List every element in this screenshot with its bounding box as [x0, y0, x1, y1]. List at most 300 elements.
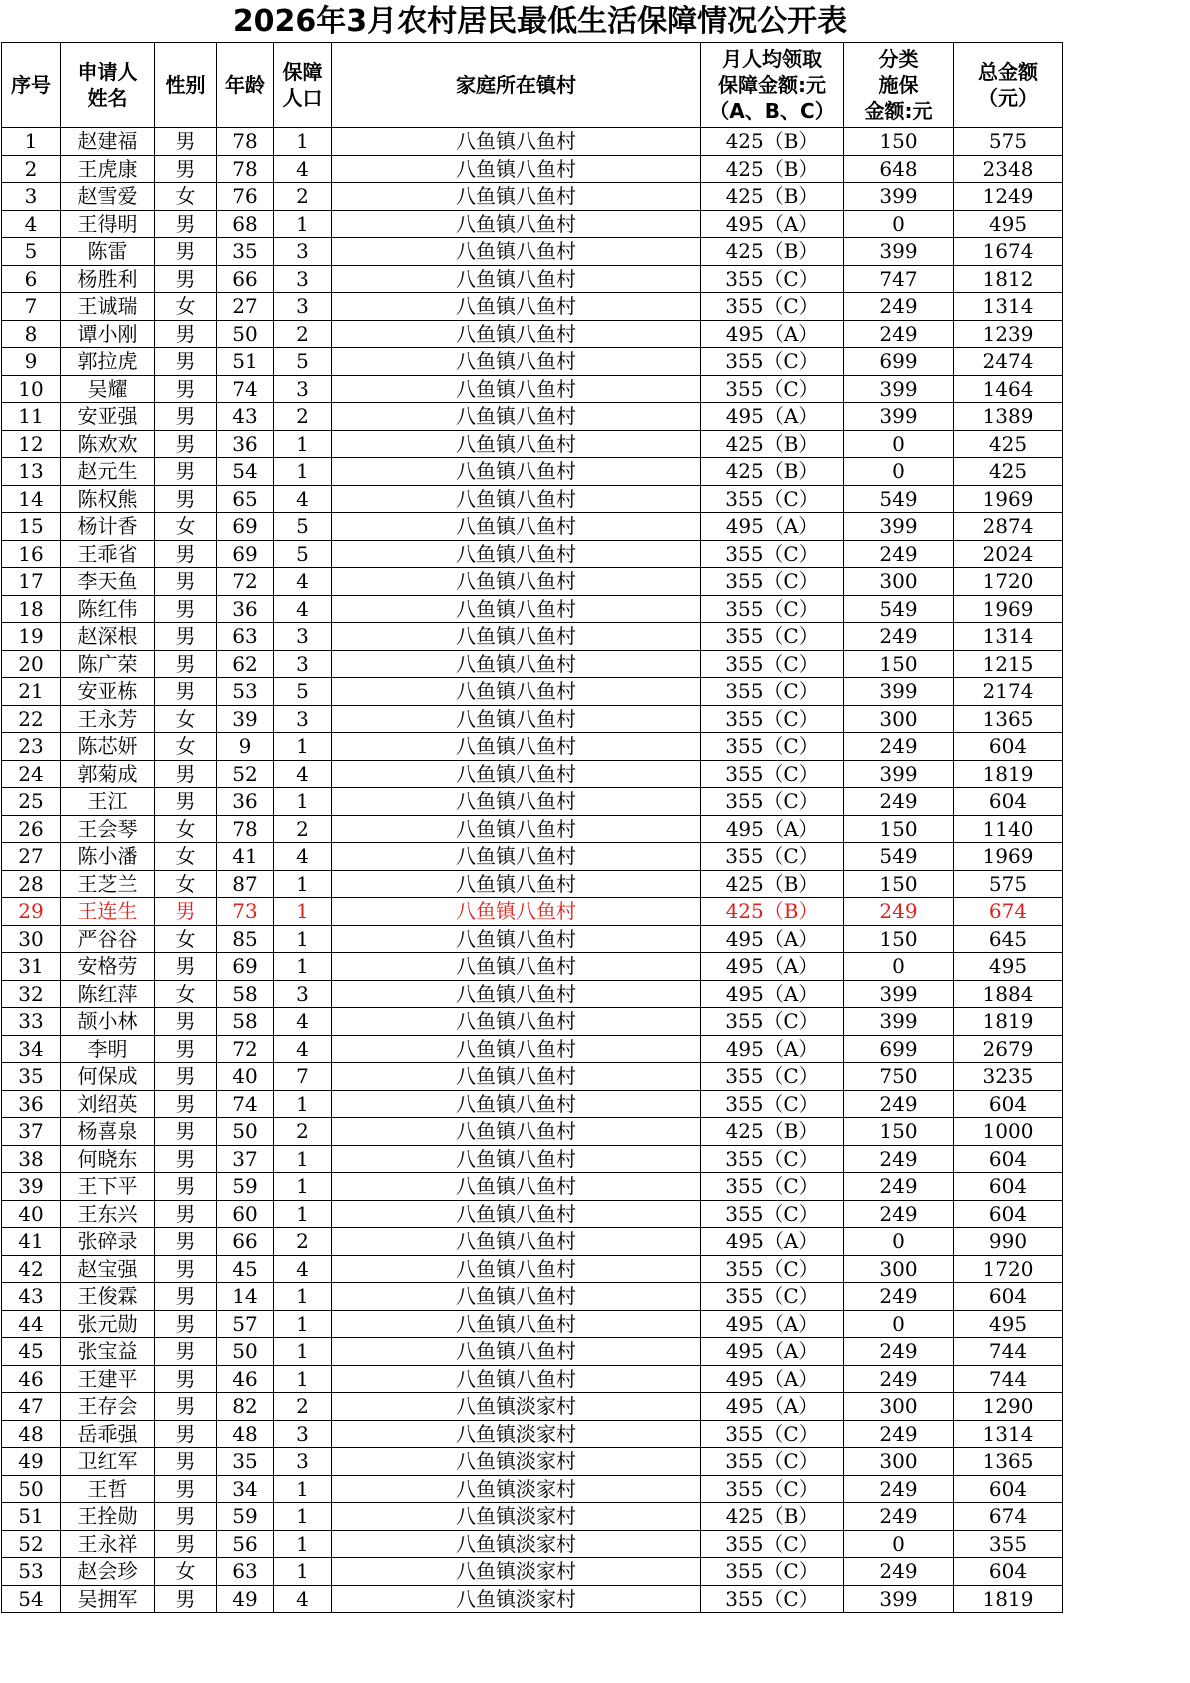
cell-people: 1	[274, 1503, 332, 1531]
cell-total: 1000	[954, 1118, 1063, 1146]
cell-age: 36	[217, 595, 274, 623]
cell-age: 66	[217, 265, 274, 293]
cell-no: 26	[2, 815, 61, 843]
cell-village: 八鱼镇八鱼村	[332, 980, 701, 1008]
cell-age: 50	[217, 320, 274, 348]
cell-monthly: 425（B）	[701, 1503, 844, 1531]
cell-total: 990	[954, 1228, 1063, 1256]
cell-classified: 399	[844, 1585, 954, 1613]
cell-total: 2024	[954, 540, 1063, 568]
cell-people: 1	[274, 210, 332, 238]
cell-gender: 男	[155, 898, 217, 926]
cell-no: 33	[2, 1008, 61, 1036]
cell-age: 63	[217, 623, 274, 651]
cell-no: 32	[2, 980, 61, 1008]
cell-age: 50	[217, 1338, 274, 1366]
cell-total: 744	[954, 1338, 1063, 1366]
cell-people: 1	[274, 1145, 332, 1173]
cell-no: 22	[2, 705, 61, 733]
cell-age: 53	[217, 678, 274, 706]
cell-monthly: 425（B）	[701, 1118, 844, 1146]
table-row	[2, 568, 1063, 596]
cell-village: 八鱼镇八鱼村	[332, 1035, 701, 1063]
cell-monthly: 425（B）	[701, 898, 844, 926]
cell-monthly: 495（A）	[701, 320, 844, 348]
cell-age: 37	[217, 1145, 274, 1173]
cell-monthly: 355（C）	[701, 1008, 844, 1036]
cell-total: 425	[954, 430, 1063, 458]
cell-village: 八鱼镇八鱼村	[332, 870, 701, 898]
cell-monthly: 355（C）	[701, 623, 844, 651]
cell-monthly: 355（C）	[701, 1173, 844, 1201]
cell-monthly: 495（A）	[701, 815, 844, 843]
cell-monthly: 355（C）	[701, 375, 844, 403]
cell-name: 郭菊成	[61, 760, 155, 788]
cell-name: 何晓东	[61, 1145, 155, 1173]
cell-monthly: 355（C）	[701, 1063, 844, 1091]
table-row	[2, 1530, 1063, 1558]
cell-no: 10	[2, 375, 61, 403]
table-row	[2, 870, 1063, 898]
table-row	[2, 1145, 1063, 1173]
cell-total: 1314	[954, 293, 1063, 321]
cell-classified: 249	[844, 320, 954, 348]
cell-village: 八鱼镇淡家村	[332, 1530, 701, 1558]
cell-gender: 男	[155, 128, 217, 156]
cell-no: 23	[2, 733, 61, 761]
cell-total: 604	[954, 1173, 1063, 1201]
cell-village: 八鱼镇淡家村	[332, 1448, 701, 1476]
table-row	[2, 128, 1063, 156]
cell-gender: 男	[155, 1173, 217, 1201]
cell-total: 744	[954, 1365, 1063, 1393]
cell-monthly: 495（A）	[701, 403, 844, 431]
cell-gender: 男	[155, 1118, 217, 1146]
cell-classified: 0	[844, 430, 954, 458]
table-row	[2, 1365, 1063, 1393]
cell-village: 八鱼镇淡家村	[332, 1420, 701, 1448]
cell-no: 17	[2, 568, 61, 596]
cell-age: 72	[217, 1035, 274, 1063]
cell-age: 40	[217, 1063, 274, 1091]
cell-village: 八鱼镇淡家村	[332, 1393, 701, 1421]
cell-gender: 男	[155, 540, 217, 568]
cell-total: 1819	[954, 1585, 1063, 1613]
cell-gender: 女	[155, 980, 217, 1008]
cell-village: 八鱼镇八鱼村	[332, 1008, 701, 1036]
cell-gender: 男	[155, 1035, 217, 1063]
table-row	[2, 155, 1063, 183]
cell-name: 安亚强	[61, 403, 155, 431]
cell-people: 3	[274, 705, 332, 733]
cell-age: 69	[217, 540, 274, 568]
cell-classified: 249	[844, 1365, 954, 1393]
cell-village: 八鱼镇八鱼村	[332, 540, 701, 568]
cell-people: 1	[274, 1090, 332, 1118]
cell-age: 36	[217, 430, 274, 458]
cell-age: 72	[217, 568, 274, 596]
cell-age: 41	[217, 843, 274, 871]
cell-total: 674	[954, 898, 1063, 926]
cell-classified: 399	[844, 678, 954, 706]
table-row	[2, 485, 1063, 513]
cell-village: 八鱼镇八鱼村	[332, 1310, 701, 1338]
cell-name: 安格劳	[61, 953, 155, 981]
cell-classified: 249	[844, 898, 954, 926]
cell-name: 赵建福	[61, 128, 155, 156]
cell-total: 575	[954, 870, 1063, 898]
cell-people: 4	[274, 1585, 332, 1613]
cell-total: 1674	[954, 238, 1063, 266]
cell-total: 2174	[954, 678, 1063, 706]
cell-classified: 249	[844, 1145, 954, 1173]
cell-age: 59	[217, 1503, 274, 1531]
cell-people: 1	[274, 1283, 332, 1311]
cell-age: 58	[217, 980, 274, 1008]
cell-village: 八鱼镇八鱼村	[332, 1200, 701, 1228]
cell-age: 48	[217, 1420, 274, 1448]
cell-people: 3	[274, 265, 332, 293]
cell-village: 八鱼镇八鱼村	[332, 1255, 701, 1283]
cell-monthly: 425（B）	[701, 238, 844, 266]
cell-no: 5	[2, 238, 61, 266]
table-row	[2, 430, 1063, 458]
cell-name: 王乖省	[61, 540, 155, 568]
cell-name: 赵雪爱	[61, 183, 155, 211]
cell-age: 82	[217, 1393, 274, 1421]
cell-name: 赵深根	[61, 623, 155, 651]
cell-gender: 男	[155, 210, 217, 238]
cell-classified: 150	[844, 870, 954, 898]
table-row	[2, 650, 1063, 678]
cell-age: 50	[217, 1118, 274, 1146]
cell-monthly: 355（C）	[701, 1558, 844, 1586]
cell-gender: 男	[155, 1200, 217, 1228]
header-row	[2, 43, 1063, 128]
cell-age: 76	[217, 183, 274, 211]
table-row	[2, 458, 1063, 486]
cell-age: 35	[217, 1448, 274, 1476]
cell-classified: 249	[844, 788, 954, 816]
table-row	[2, 1283, 1063, 1311]
cell-people: 3	[274, 623, 332, 651]
cell-total: 2474	[954, 348, 1063, 376]
cell-people: 4	[274, 155, 332, 183]
cell-no: 41	[2, 1228, 61, 1256]
cell-total: 1314	[954, 623, 1063, 651]
cell-gender: 女	[155, 513, 217, 541]
cell-total: 604	[954, 788, 1063, 816]
cell-classified: 300	[844, 1448, 954, 1476]
cell-monthly: 355（C）	[701, 788, 844, 816]
cell-monthly: 355（C）	[701, 293, 844, 321]
table-row	[2, 623, 1063, 651]
cell-monthly: 355（C）	[701, 1475, 844, 1503]
cell-name: 卫红军	[61, 1448, 155, 1476]
cell-gender: 女	[155, 870, 217, 898]
cell-no: 24	[2, 760, 61, 788]
cell-people: 4	[274, 1255, 332, 1283]
cell-age: 9	[217, 733, 274, 761]
cell-monthly: 425（B）	[701, 128, 844, 156]
cell-classified: 249	[844, 1090, 954, 1118]
table-row	[2, 1090, 1063, 1118]
header-people: 保障 人口	[274, 43, 332, 128]
cell-classified: 300	[844, 1255, 954, 1283]
cell-gender: 女	[155, 925, 217, 953]
cell-monthly: 355（C）	[701, 650, 844, 678]
cell-monthly: 355（C）	[701, 265, 844, 293]
cell-monthly: 355（C）	[701, 1200, 844, 1228]
assistance-table	[1, 42, 1063, 1613]
cell-classified: 249	[844, 540, 954, 568]
cell-age: 34	[217, 1475, 274, 1503]
cell-monthly: 355（C）	[701, 485, 844, 513]
cell-name: 颉小林	[61, 1008, 155, 1036]
cell-total: 495	[954, 210, 1063, 238]
cell-monthly: 355（C）	[701, 1283, 844, 1311]
cell-total: 1969	[954, 485, 1063, 513]
cell-people: 1	[274, 1558, 332, 1586]
cell-gender: 男	[155, 1228, 217, 1256]
cell-monthly: 495（A）	[701, 210, 844, 238]
cell-people: 3	[274, 1448, 332, 1476]
cell-total: 1819	[954, 760, 1063, 788]
cell-no: 20	[2, 650, 61, 678]
cell-village: 八鱼镇淡家村	[332, 1558, 701, 1586]
cell-gender: 男	[155, 1063, 217, 1091]
cell-village: 八鱼镇八鱼村	[332, 843, 701, 871]
cell-age: 51	[217, 348, 274, 376]
cell-people: 3	[274, 375, 332, 403]
table-row	[2, 183, 1063, 211]
cell-age: 68	[217, 210, 274, 238]
header-classified: 分类 施保 金额:元	[844, 43, 954, 128]
cell-no: 54	[2, 1585, 61, 1613]
cell-people: 2	[274, 403, 332, 431]
cell-name: 王得明	[61, 210, 155, 238]
cell-age: 58	[217, 1008, 274, 1036]
table-row	[2, 210, 1063, 238]
cell-gender: 男	[155, 430, 217, 458]
cell-gender: 男	[155, 788, 217, 816]
cell-people: 2	[274, 1118, 332, 1146]
cell-classified: 249	[844, 1173, 954, 1201]
cell-gender: 女	[155, 705, 217, 733]
cell-monthly: 495（A）	[701, 1393, 844, 1421]
cell-classified: 0	[844, 210, 954, 238]
table-row	[2, 733, 1063, 761]
cell-name: 郭拉虎	[61, 348, 155, 376]
cell-gender: 女	[155, 733, 217, 761]
cell-village: 八鱼镇八鱼村	[332, 1090, 701, 1118]
cell-monthly: 495（A）	[701, 1338, 844, 1366]
cell-people: 1	[274, 1173, 332, 1201]
cell-people: 3	[274, 980, 332, 1008]
cell-people: 1	[274, 1365, 332, 1393]
cell-people: 4	[274, 760, 332, 788]
cell-classified: 0	[844, 1228, 954, 1256]
table-row	[2, 513, 1063, 541]
cell-age: 78	[217, 128, 274, 156]
cell-village: 八鱼镇八鱼村	[332, 1283, 701, 1311]
cell-monthly: 355（C）	[701, 733, 844, 761]
cell-village: 八鱼镇八鱼村	[332, 293, 701, 321]
cell-total: 1365	[954, 1448, 1063, 1476]
cell-classified: 399	[844, 403, 954, 431]
cell-classified: 750	[844, 1063, 954, 1091]
cell-age: 27	[217, 293, 274, 321]
cell-age: 85	[217, 925, 274, 953]
cell-gender: 男	[155, 458, 217, 486]
cell-age: 78	[217, 155, 274, 183]
cell-village: 八鱼镇八鱼村	[332, 788, 701, 816]
cell-gender: 女	[155, 815, 217, 843]
cell-people: 4	[274, 843, 332, 871]
table-row	[2, 760, 1063, 788]
cell-classified: 747	[844, 265, 954, 293]
cell-people: 2	[274, 815, 332, 843]
table-row	[2, 1585, 1063, 1613]
cell-total: 1314	[954, 1420, 1063, 1448]
table-row	[2, 1338, 1063, 1366]
cell-village: 八鱼镇八鱼村	[332, 678, 701, 706]
cell-total: 604	[954, 1475, 1063, 1503]
cell-name: 张碎录	[61, 1228, 155, 1256]
cell-village: 八鱼镇八鱼村	[332, 458, 701, 486]
cell-name: 安亚栋	[61, 678, 155, 706]
cell-no: 19	[2, 623, 61, 651]
cell-gender: 男	[155, 1310, 217, 1338]
cell-age: 57	[217, 1310, 274, 1338]
cell-classified: 249	[844, 1283, 954, 1311]
cell-age: 65	[217, 485, 274, 513]
cell-people: 1	[274, 128, 332, 156]
cell-no: 48	[2, 1420, 61, 1448]
table-row	[2, 348, 1063, 376]
table-row	[2, 1200, 1063, 1228]
cell-total: 1290	[954, 1393, 1063, 1421]
cell-gender: 女	[155, 1558, 217, 1586]
table-row	[2, 1173, 1063, 1201]
cell-gender: 男	[155, 348, 217, 376]
cell-gender: 男	[155, 320, 217, 348]
cell-no: 12	[2, 430, 61, 458]
cell-name: 赵元生	[61, 458, 155, 486]
cell-total: 604	[954, 1283, 1063, 1311]
cell-classified: 399	[844, 238, 954, 266]
cell-people: 3	[274, 1420, 332, 1448]
cell-village: 八鱼镇八鱼村	[332, 265, 701, 293]
cell-monthly: 495（A）	[701, 1310, 844, 1338]
cell-total: 1464	[954, 375, 1063, 403]
cell-name: 何保成	[61, 1063, 155, 1091]
cell-total: 604	[954, 1145, 1063, 1173]
cell-village: 八鱼镇八鱼村	[332, 155, 701, 183]
table-row	[2, 898, 1063, 926]
cell-no: 16	[2, 540, 61, 568]
cell-monthly: 355（C）	[701, 1420, 844, 1448]
cell-name: 吴耀	[61, 375, 155, 403]
table-row	[2, 705, 1063, 733]
cell-total: 3235	[954, 1063, 1063, 1091]
cell-name: 严谷谷	[61, 925, 155, 953]
cell-no: 15	[2, 513, 61, 541]
cell-people: 1	[274, 733, 332, 761]
header-gender: 性别	[155, 43, 217, 128]
cell-people: 4	[274, 595, 332, 623]
cell-monthly: 495（A）	[701, 980, 844, 1008]
cell-people: 5	[274, 513, 332, 541]
table-row	[2, 1393, 1063, 1421]
cell-village: 八鱼镇八鱼村	[332, 925, 701, 953]
cell-village: 八鱼镇八鱼村	[332, 898, 701, 926]
cell-total: 1215	[954, 650, 1063, 678]
cell-age: 69	[217, 953, 274, 981]
cell-no: 46	[2, 1365, 61, 1393]
cell-no: 38	[2, 1145, 61, 1173]
page-title: 2026年3月农村居民最低生活保障情况公开表	[232, 4, 848, 39]
cell-no: 4	[2, 210, 61, 238]
cell-classified: 249	[844, 1475, 954, 1503]
cell-age: 45	[217, 1255, 274, 1283]
cell-people: 1	[274, 925, 332, 953]
table-row	[2, 595, 1063, 623]
cell-people: 1	[274, 953, 332, 981]
cell-name: 张元勋	[61, 1310, 155, 1338]
cell-people: 1	[274, 1310, 332, 1338]
cell-gender: 男	[155, 1008, 217, 1036]
cell-people: 3	[274, 650, 332, 678]
cell-village: 八鱼镇八鱼村	[332, 1173, 701, 1201]
cell-total: 1969	[954, 595, 1063, 623]
cell-classified: 300	[844, 1393, 954, 1421]
cell-village: 八鱼镇八鱼村	[332, 815, 701, 843]
cell-no: 52	[2, 1530, 61, 1558]
cell-total: 1365	[954, 705, 1063, 733]
cell-total: 1140	[954, 815, 1063, 843]
cell-no: 2	[2, 155, 61, 183]
table-row	[2, 843, 1063, 871]
cell-classified: 249	[844, 623, 954, 651]
table-row	[2, 375, 1063, 403]
cell-classified: 150	[844, 815, 954, 843]
cell-monthly: 355（C）	[701, 1585, 844, 1613]
table-row	[2, 1063, 1063, 1091]
cell-no: 21	[2, 678, 61, 706]
cell-name: 张宝益	[61, 1338, 155, 1366]
cell-age: 59	[217, 1173, 274, 1201]
table-row	[2, 540, 1063, 568]
cell-age: 14	[217, 1283, 274, 1311]
cell-total: 2348	[954, 155, 1063, 183]
cell-total: 1239	[954, 320, 1063, 348]
cell-gender: 男	[155, 1448, 217, 1476]
cell-no: 1	[2, 128, 61, 156]
cell-total: 1389	[954, 403, 1063, 431]
table-row	[2, 320, 1063, 348]
cell-name: 杨计香	[61, 513, 155, 541]
cell-monthly: 425（B）	[701, 183, 844, 211]
cell-classified: 399	[844, 375, 954, 403]
cell-no: 30	[2, 925, 61, 953]
cell-village: 八鱼镇八鱼村	[332, 953, 701, 981]
cell-age: 87	[217, 870, 274, 898]
cell-name: 王下平	[61, 1173, 155, 1201]
cell-no: 9	[2, 348, 61, 376]
cell-monthly: 355（C）	[701, 540, 844, 568]
cell-classified: 399	[844, 513, 954, 541]
